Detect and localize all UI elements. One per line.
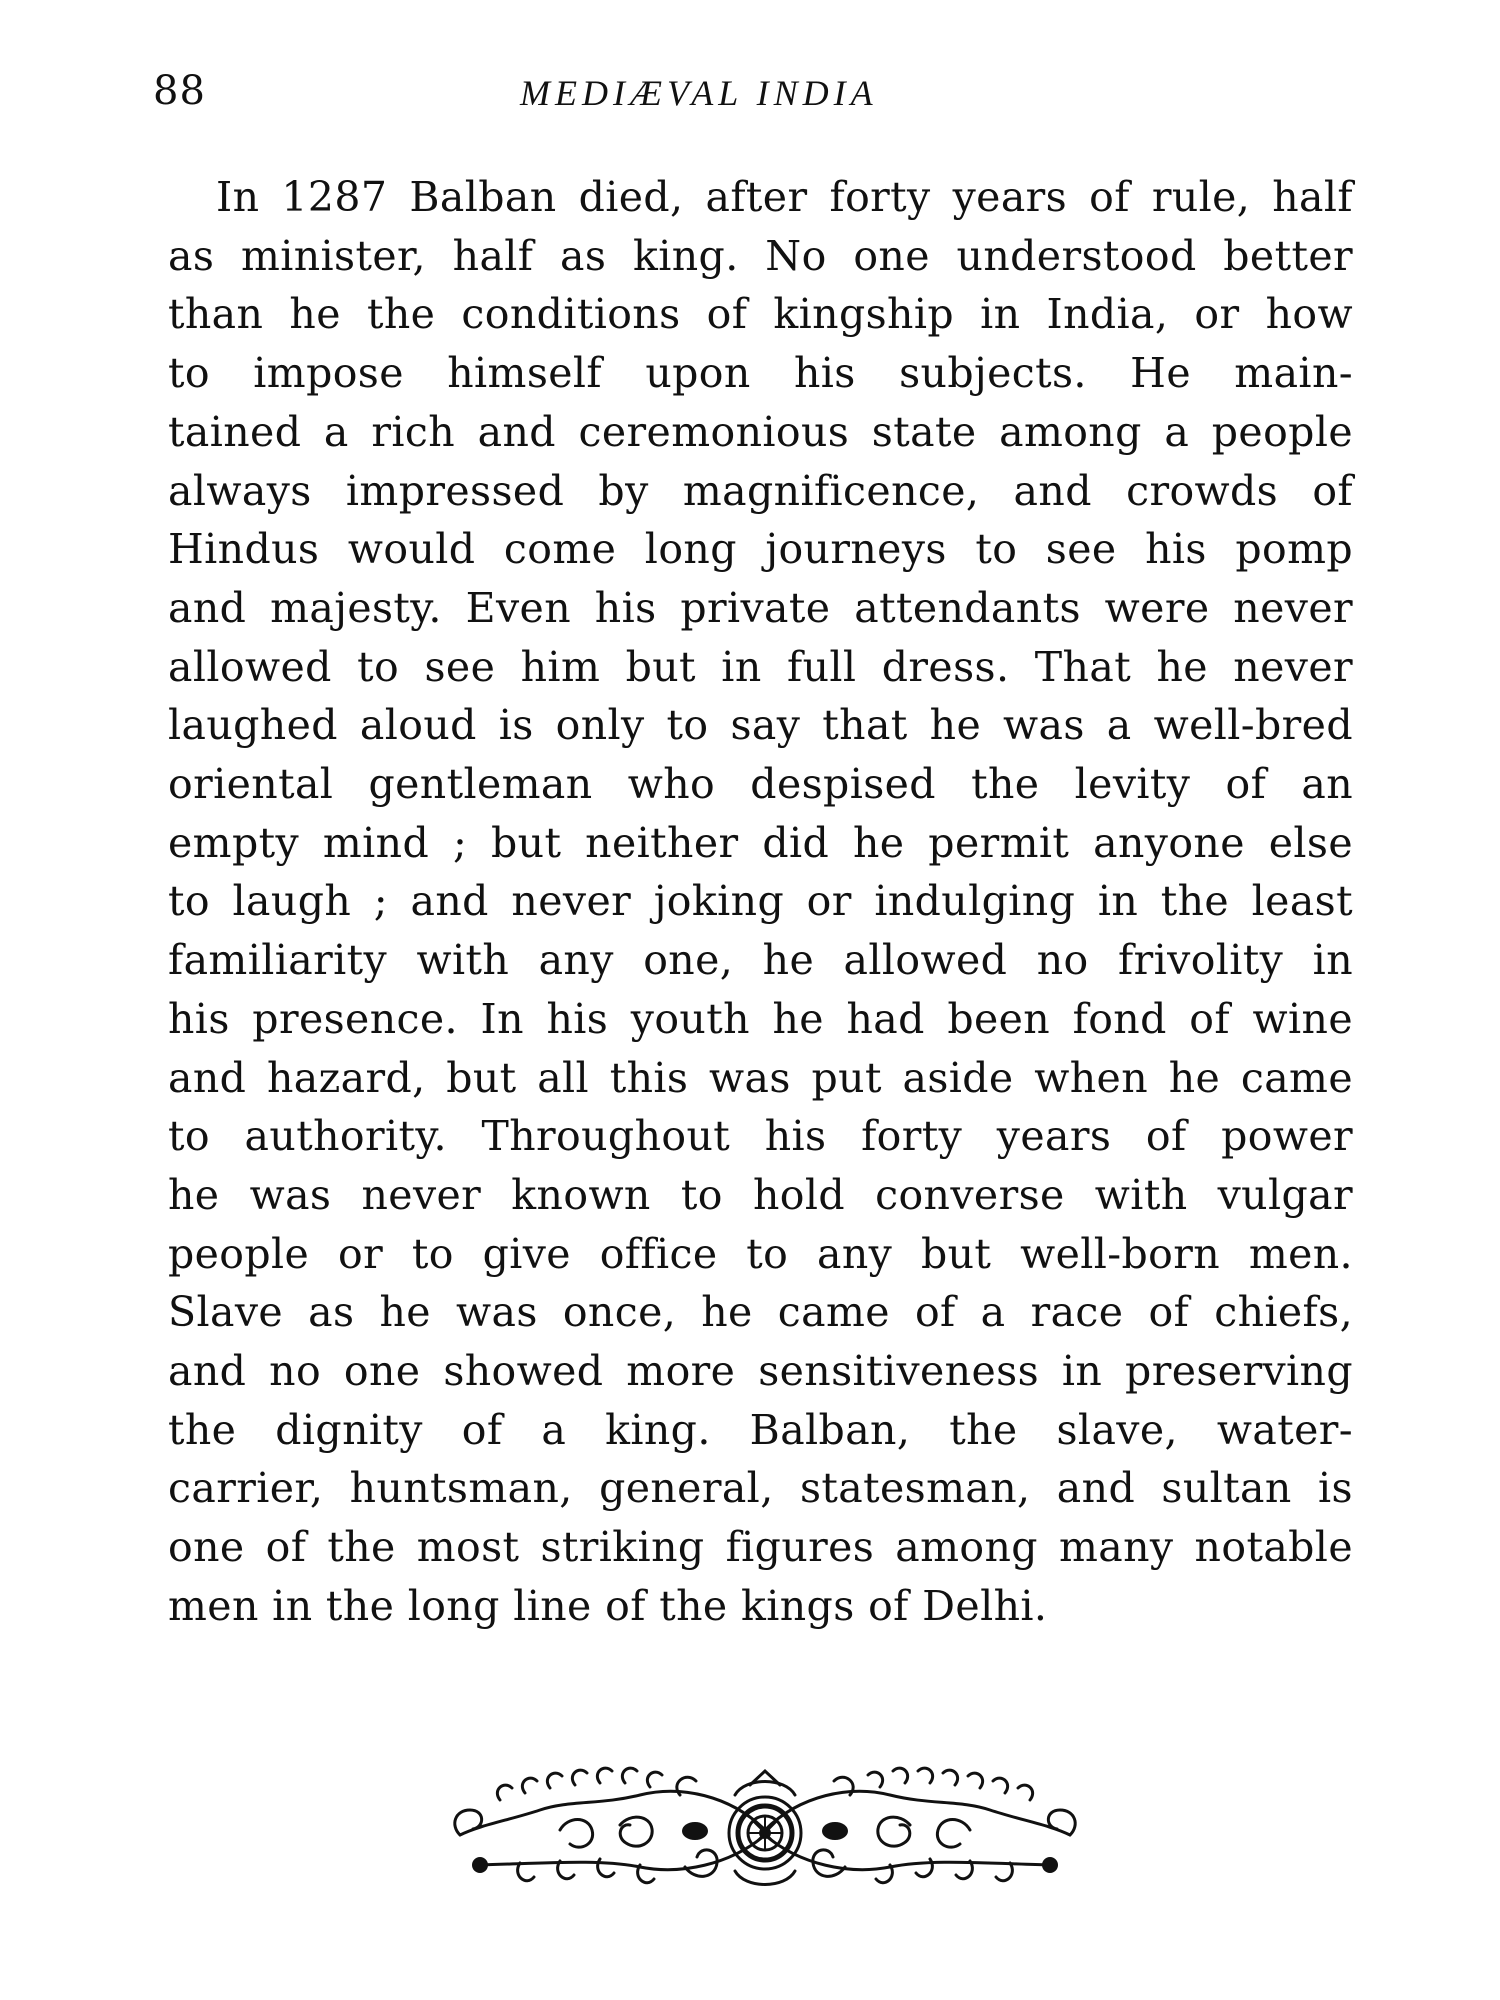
text-line: as minister, half as king. No one understood better xyxy=(168,231,1353,280)
running-head: MEDIÆVAL INDIA xyxy=(520,73,878,113)
text-line: allowed to see him but in full dress. That he never xyxy=(168,642,1353,691)
text-line: empty mind ; but neither did he permit anyone else xyxy=(168,818,1353,867)
text-line: and majesty. Even his private attendants were never xyxy=(168,583,1353,632)
text-line: people or to give office to any but well-born men. xyxy=(168,1229,1353,1278)
text-line: his presence. In his youth he had been fond of wine xyxy=(168,994,1353,1043)
ornament-rosette xyxy=(729,1771,801,1885)
text-line: In 1287 Balban died, after forty years of rule, half xyxy=(216,173,1353,221)
text-line: he was never known to hold converse with vulgar xyxy=(168,1170,1353,1219)
text-line: to authority. Throughout his forty years of power xyxy=(168,1112,1353,1161)
text-line: carrier, huntsman, general, statesman, and sultan is xyxy=(168,1464,1353,1513)
ornament-right-scroll xyxy=(765,1768,1075,1883)
ornament-left-scroll xyxy=(455,1768,765,1883)
text-line: Slave as he was once, he came of a race of chiefs, xyxy=(168,1288,1353,1337)
text-line: than he the conditions of kingship in India, or how xyxy=(168,290,1353,339)
text-line: oriental gentleman who despised the levity of an xyxy=(168,760,1353,809)
text-line: the dignity of a king. Balban, the slave, water- xyxy=(168,1405,1353,1454)
text-line: familiarity with any one, he allowed no frivolity in xyxy=(168,936,1353,985)
floral-tailpiece-icon xyxy=(440,1755,1090,1905)
text-line: one of the most striking figures among many notable xyxy=(168,1523,1353,1572)
text-line: to laugh ; and never joking or indulging in the least xyxy=(168,877,1353,926)
text-line: Hindus would come long journeys to see his pomp xyxy=(168,525,1353,574)
body-paragraph xyxy=(168,168,1353,1636)
text-line: men in the long line of the kings of Delhi. xyxy=(168,1581,1048,1630)
text-line: always impressed by magnificence, and crowds of xyxy=(168,466,1353,515)
text-line: to impose himself upon his subjects. He main- xyxy=(168,349,1353,398)
text-line: tained a rich and ceremonious state among a people xyxy=(168,407,1353,456)
text-line: and no one showed more sensitiveness in preserving xyxy=(168,1347,1353,1396)
page-number: 88 xyxy=(153,68,206,114)
text-line: laughed aloud is only to say that he was a well-bred xyxy=(168,701,1353,750)
text-line: and hazard, but all this was put aside when he came xyxy=(168,1053,1353,1102)
